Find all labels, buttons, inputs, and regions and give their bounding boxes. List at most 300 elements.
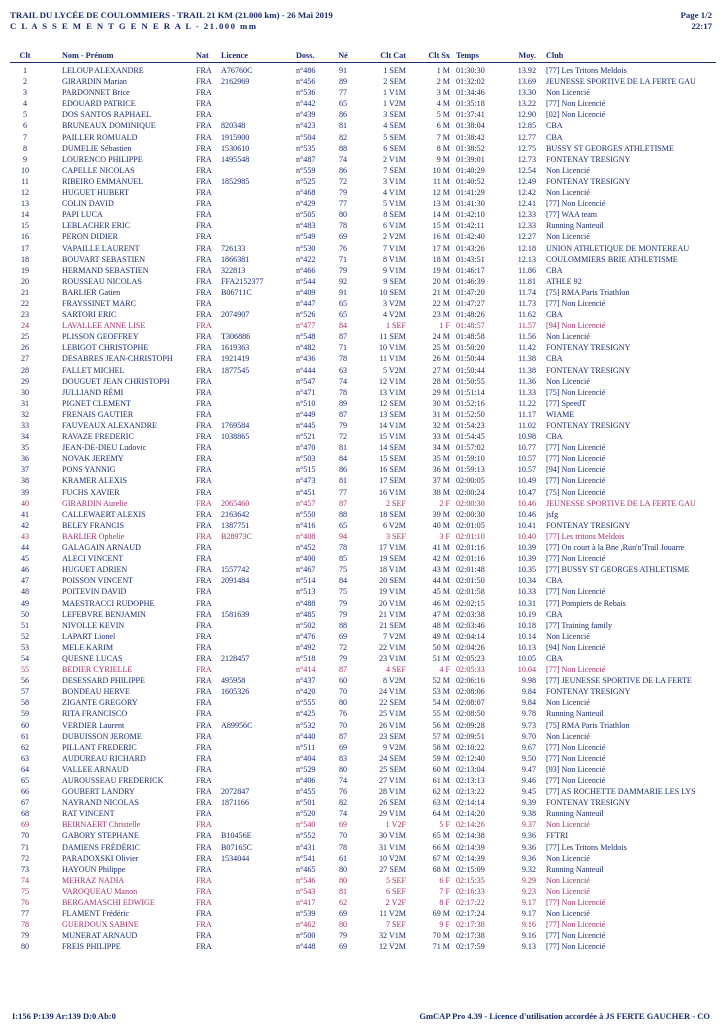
cell-nationality: FRA xyxy=(196,176,212,186)
cell-rank: 1 xyxy=(22,66,28,75)
cell-name: NIVOLLE KEVIN xyxy=(62,620,125,630)
cell-club: FONTENAY TRESIGNY xyxy=(546,154,631,164)
cell-rank: 42 xyxy=(20,520,30,530)
cell-rank: 6 xyxy=(22,121,28,131)
cell-speed: 10.77 xyxy=(517,443,536,453)
cell-licence: 726133 xyxy=(221,243,246,253)
cell-birth-year: 72 xyxy=(338,642,348,652)
cell-birth-year: 84 xyxy=(338,576,348,586)
cell-speed: 10.05 xyxy=(517,653,536,663)
cell-nationality: FRA xyxy=(196,920,212,930)
cell-category-rank: 11 V1M xyxy=(379,354,406,364)
cell-birth-year: 82 xyxy=(338,132,348,142)
cell-category-rank: 3 SEF xyxy=(385,531,406,541)
cell-time: 02:03:38 xyxy=(456,609,485,619)
cell-club: Running Nanteuil xyxy=(546,864,604,874)
cell-time: 02:00:30 xyxy=(456,498,485,508)
cell-name: DAMIENS FRÉDÉRIC xyxy=(62,842,141,852)
cell-rank: 27 xyxy=(20,354,30,364)
cell-name: PAILLER ROMUALD xyxy=(62,132,138,142)
cell-club: Running Nanteuil xyxy=(546,709,604,719)
cell-nationality: FRA xyxy=(196,232,212,242)
table-row xyxy=(0,875,724,886)
cell-speed: 9.36 xyxy=(521,853,536,863)
cell-bib: n°423 xyxy=(296,121,316,131)
cell-sex-rank: 1 M xyxy=(436,66,450,75)
cell-speed: 10.18 xyxy=(517,620,536,630)
cell-time: 01:37:41 xyxy=(456,110,485,120)
table-row xyxy=(0,132,724,143)
cell-birth-year: 74 xyxy=(338,809,348,819)
cell-club: FONTENAY TRESIGNY xyxy=(546,343,631,353)
cell-bib: n°473 xyxy=(296,476,316,486)
cell-name: FUCHS XAVIER xyxy=(62,487,120,497)
cell-club: Non Licencié xyxy=(546,165,590,175)
cell-rank: 12 xyxy=(20,188,30,198)
cell-birth-year: 94 xyxy=(338,531,348,541)
cell-name: BOUVART SEBASTIEN xyxy=(62,254,146,264)
cell-club: Non Licencié xyxy=(546,875,590,885)
cell-nationality: FRA xyxy=(196,465,212,475)
cell-bib: n°501 xyxy=(296,798,316,808)
table-row xyxy=(0,442,724,453)
cell-rank: 22 xyxy=(20,298,30,308)
cell-rank: 69 xyxy=(20,820,30,830)
cell-sex-rank: 56 M xyxy=(432,720,450,730)
cell-club: CBA xyxy=(546,310,563,320)
cell-speed: 10.46 xyxy=(517,498,536,508)
cell-rank: 49 xyxy=(20,598,30,608)
col-header-clt: Clt xyxy=(19,51,31,60)
cell-category-rank: 4 V2M xyxy=(382,310,406,320)
cell-time: 01:59:10 xyxy=(456,454,485,464)
table-row xyxy=(0,464,724,475)
cell-birth-year: 87 xyxy=(338,409,348,419)
cell-rank: 57 xyxy=(20,687,30,697)
cell-bib: n°520 xyxy=(296,809,316,819)
cell-category-rank: 18 V1M xyxy=(378,565,406,575)
table-row xyxy=(0,808,724,819)
cell-name: RAT VINCENT xyxy=(62,809,115,819)
cell-nationality: FRA xyxy=(196,809,212,819)
cell-speed: 9.45 xyxy=(521,787,536,797)
cell-licence: 1921419 xyxy=(221,354,250,364)
cell-time: 02:17:24 xyxy=(456,909,485,919)
cell-club: ATHLE 92 xyxy=(546,276,582,286)
cell-name: FRAYSSINET MARC xyxy=(62,298,136,308)
cell-time: 02:13:13 xyxy=(456,776,485,785)
cell-time: 01:46:39 xyxy=(456,276,485,286)
cell-club: FONTENAY TRESIGNY xyxy=(546,421,631,430)
cell-time: 02:05:23 xyxy=(456,653,485,663)
cell-rank: 28 xyxy=(20,365,30,375)
cell-time: 01:52:50 xyxy=(456,409,485,419)
cell-bib: n°552 xyxy=(296,831,316,841)
cell-licence: 1557742 xyxy=(221,565,250,575)
cell-name: GIRARDIN Marian xyxy=(62,77,127,87)
table-row xyxy=(0,509,724,520)
cell-name: BARLIER Ophelie xyxy=(62,531,125,541)
cell-time: 01:42:40 xyxy=(456,232,485,242)
cell-nationality: FRA xyxy=(196,942,212,952)
cell-sex-rank: 17 M xyxy=(432,243,450,253)
table-row xyxy=(0,775,724,786)
cell-sex-rank: 23 M xyxy=(432,310,450,320)
table-row xyxy=(0,231,724,242)
cell-rank: 46 xyxy=(20,565,30,575)
cell-sex-rank: 18 M xyxy=(432,254,450,264)
cell-category-rank: 13 V1M xyxy=(378,387,406,397)
cell-club: [77] Non Licencié xyxy=(546,99,606,109)
cell-rank: 3 xyxy=(22,88,28,98)
cell-category-rank: 7 SEM xyxy=(383,165,406,175)
cell-speed: 10.34 xyxy=(517,576,536,586)
cell-sex-rank: 19 M xyxy=(432,265,450,275)
cell-nationality: FRA xyxy=(196,387,212,397)
cell-speed: 9.98 xyxy=(521,676,536,686)
cell-time: 02:09:28 xyxy=(456,720,485,730)
cell-sex-rank: 9 M xyxy=(436,154,450,164)
cell-name: FRENAIS GAUTIER xyxy=(62,409,134,419)
cell-birth-year: 80 xyxy=(338,698,348,708)
cell-sex-rank: 14 M xyxy=(432,210,450,220)
cell-birth-year: 88 xyxy=(338,620,348,630)
cell-nationality: FRA xyxy=(196,864,212,874)
cell-sex-rank: 16 M xyxy=(432,232,450,242)
cell-club: [94] Non Licencié xyxy=(546,642,606,652)
cell-speed: 12.42 xyxy=(517,188,536,198)
cell-time: 01:47:20 xyxy=(456,287,485,297)
cell-nationality: FRA xyxy=(196,343,212,353)
cell-rank: 50 xyxy=(20,609,30,619)
cell-speed: 10.19 xyxy=(517,609,536,619)
cell-category-rank: 29 V1M xyxy=(378,809,406,819)
cell-time: 01:34:46 xyxy=(456,88,485,98)
cell-name: LOURENCO PHILIPPE xyxy=(62,154,143,164)
cell-nationality: FRA xyxy=(196,853,212,863)
cell-club: [77] AS ROCHETTE DAMMARIE LES LYS xyxy=(546,787,696,797)
cell-bib: n°532 xyxy=(296,720,316,730)
cell-category-rank: 6 V1M xyxy=(382,221,406,231)
col-header-cat: Clt Cat xyxy=(380,51,406,60)
cell-club: [75] Non Licencié xyxy=(546,387,606,397)
cell-nationality: FRA xyxy=(196,642,212,652)
col-header-club: Club xyxy=(546,51,564,60)
cell-birth-year: 74 xyxy=(338,154,348,164)
cell-speed: 9.36 xyxy=(521,831,536,841)
cell-rank: 78 xyxy=(20,920,30,930)
cell-club: [77] Non Licencié xyxy=(546,742,606,752)
cell-speed: 12.54 xyxy=(517,165,536,175)
cell-club: CBA xyxy=(546,576,563,586)
cell-name: PONS YANNIG xyxy=(62,465,116,475)
cell-club: [77] Non Licencié xyxy=(546,298,606,308)
cell-rank: 43 xyxy=(20,531,30,541)
cell-speed: 11.38 xyxy=(518,354,536,364)
cell-speed: 11.73 xyxy=(518,298,536,308)
cell-category-rank: 16 V1M xyxy=(378,487,406,497)
cell-category-rank: 10 SEM xyxy=(379,287,406,297)
cell-club: COULOMMIERS BRIE ATHLETISME xyxy=(546,254,678,264)
cell-birth-year: 79 xyxy=(338,421,348,430)
cell-club: [77] Non Licencié xyxy=(546,665,606,675)
cell-club: [77] Pompiers de Rebais xyxy=(546,598,626,608)
cell-bib: n°429 xyxy=(296,199,316,209)
cell-nationality: FRA xyxy=(196,454,212,464)
cell-birth-year: 70 xyxy=(338,720,348,730)
cell-name: BERGAMASCHI EDWIGE xyxy=(62,898,155,908)
cell-nationality: FRA xyxy=(196,931,212,941)
cell-birth-year: 82 xyxy=(338,798,348,808)
cell-name: PLISSON GEOFFREY xyxy=(62,332,139,342)
cell-category-rank: 5 SEM xyxy=(383,132,406,142)
cell-category-rank: 21 V1M xyxy=(378,609,406,619)
cell-sex-rank: 46 M xyxy=(432,598,450,608)
cell-speed: 9.36 xyxy=(521,842,536,852)
cell-name: BRUNEAUX DOMINIQUE xyxy=(62,121,156,131)
cell-category-rank: 2 V1M xyxy=(382,154,406,164)
table-row xyxy=(0,686,724,697)
cell-rank: 45 xyxy=(20,554,30,564)
cell-category-rank: 2 SEM xyxy=(383,77,406,87)
cell-bib: n°416 xyxy=(296,520,316,530)
table-row xyxy=(0,420,724,431)
cell-speed: 11.56 xyxy=(518,332,536,342)
cell-speed: 12.85 xyxy=(517,121,536,131)
cell-name: VERDIER Laurent xyxy=(62,720,125,730)
cell-nationality: FRA xyxy=(196,698,212,708)
cell-speed: 9.67 xyxy=(521,742,536,752)
cell-speed: 9.38 xyxy=(521,809,536,819)
cell-speed: 10.35 xyxy=(517,565,536,575)
cell-time: 02:13:04 xyxy=(456,764,485,774)
cell-rank: 51 xyxy=(20,620,30,630)
cell-sex-rank: 54 M xyxy=(432,698,450,708)
table-row xyxy=(0,287,724,298)
cell-rank: 23 xyxy=(20,310,30,320)
cell-birth-year: 87 xyxy=(338,498,348,508)
cell-speed: 12.75 xyxy=(517,143,536,153)
cell-bib: n°470 xyxy=(296,443,316,453)
cell-club: Non Licencié xyxy=(546,376,590,386)
cell-rank: 29 xyxy=(20,376,30,386)
cell-category-rank: 23 SEM xyxy=(379,731,406,741)
cell-time: 01:50:55 xyxy=(456,376,485,386)
cell-bib: n°485 xyxy=(296,609,316,619)
cell-club: CBA xyxy=(546,609,563,619)
cell-name: LAVALLEE ANNE LISE xyxy=(62,321,146,331)
cell-time: 02:13:22 xyxy=(456,787,485,797)
cell-licence: 2072847 xyxy=(221,787,250,797)
cell-rank: 34 xyxy=(20,432,30,442)
cell-club: [93] Non Licencié xyxy=(546,764,606,774)
cell-time: 02:02:15 xyxy=(456,598,485,608)
col-header-licence: Licence xyxy=(221,51,248,60)
cell-nationality: FRA xyxy=(196,909,212,919)
cell-nationality: FRA xyxy=(196,121,212,131)
cell-time: 01:57:02 xyxy=(456,443,485,453)
cell-bib: n°465 xyxy=(296,864,316,874)
cell-bib: n°547 xyxy=(296,376,316,386)
cell-birth-year: 85 xyxy=(338,554,348,564)
cell-time: 02:03:46 xyxy=(456,620,485,630)
cell-bib: n°530 xyxy=(296,243,316,253)
cell-club: FONTENAY TRESIGNY xyxy=(546,687,631,697)
cell-category-rank: 6 SEF xyxy=(385,886,406,896)
cell-bib: n°511 xyxy=(296,742,316,752)
cell-bib: n°500 xyxy=(296,931,316,941)
cell-sex-rank: 30 M xyxy=(432,398,450,408)
col-header-ne: Né xyxy=(338,51,348,60)
cell-speed: 10.31 xyxy=(517,598,536,608)
cell-bib: n°442 xyxy=(296,99,316,109)
cell-category-rank: 7 V2M xyxy=(382,631,406,641)
cell-rank: 68 xyxy=(20,809,30,819)
cell-name: JEAN-DE-DIEU Ludovic xyxy=(62,443,147,453)
cell-rank: 33 xyxy=(20,421,30,430)
cell-name: HERMAND SEBASTIEN xyxy=(62,265,149,275)
cell-bib: n°513 xyxy=(296,587,316,597)
cell-birth-year: 75 xyxy=(338,565,348,575)
cell-sex-rank: 24 M xyxy=(432,332,450,342)
cell-name: LEBIGOT CHRISTOPHE xyxy=(62,343,149,353)
cell-sex-rank: 67 M xyxy=(432,853,450,863)
table-row xyxy=(0,87,724,98)
cell-club: [77] BUSSY ST GEORGES ATHLETISME xyxy=(546,565,690,575)
cell-name: GOUBERT LANDRY xyxy=(62,787,135,797)
cell-club: Non Licencié xyxy=(546,820,590,830)
table-row xyxy=(0,342,724,353)
cell-rank: 18 xyxy=(20,254,30,264)
cell-rank: 39 xyxy=(20,487,30,497)
cell-bib: n°488 xyxy=(296,598,316,608)
cell-club: UNION ATHLETIQUE DE MONTEREAU xyxy=(546,243,690,253)
cell-nationality: FRA xyxy=(196,531,212,541)
cell-nationality: FRA xyxy=(196,287,212,297)
cell-time: 01:42:10 xyxy=(456,210,485,220)
cell-name: GUERDOUX SABINE xyxy=(62,920,139,930)
cell-birth-year: 76 xyxy=(338,709,348,719)
table-row xyxy=(0,365,724,376)
cell-nationality: FRA xyxy=(196,898,212,908)
cell-name: MUNERAT ARNAUD xyxy=(62,931,138,941)
cell-rank: 47 xyxy=(20,576,30,586)
cell-nationality: FRA xyxy=(196,66,212,75)
cell-licence: 1877545 xyxy=(221,365,250,375)
table-row xyxy=(0,209,724,220)
cell-sex-rank: 2 F xyxy=(439,498,450,508)
cell-sex-rank: 59 M xyxy=(432,753,450,763)
cell-name: FLAMENT Frédéric xyxy=(62,909,130,919)
cell-rank: 76 xyxy=(20,898,30,908)
cell-category-rank: 32 V1M xyxy=(378,931,406,941)
cell-speed: 9.47 xyxy=(521,764,536,774)
cell-speed: 10.98 xyxy=(517,432,536,442)
cell-time: 01:47:27 xyxy=(456,298,485,308)
cell-birth-year: 74 xyxy=(338,776,348,785)
cell-nationality: FRA xyxy=(196,310,212,320)
cell-bib: n°447 xyxy=(296,298,316,308)
cell-club: [77] Non Licencié xyxy=(546,942,606,952)
cell-name: MAESTRACCI RUDOPHE xyxy=(62,598,155,608)
cell-licence: B07165C xyxy=(221,842,253,852)
cell-sex-rank: 27 M xyxy=(432,365,450,375)
cell-speed: 12.27 xyxy=(517,232,536,242)
cell-time: 01:46:17 xyxy=(456,265,485,275)
cell-birth-year: 78 xyxy=(338,842,348,852)
cell-birth-year: 86 xyxy=(338,165,348,175)
cell-time: 02:08:07 xyxy=(456,698,485,708)
cell-name: LEFEBVRE BENJAMIN xyxy=(62,609,146,619)
cell-rank: 8 xyxy=(22,143,28,153)
cell-time: 02:14:39 xyxy=(456,853,485,863)
cell-category-rank: 4 V1M xyxy=(382,188,406,198)
cell-speed: 10.39 xyxy=(517,543,536,553)
cell-birth-year: 87 xyxy=(338,731,348,741)
cell-name: DOS SANTOS RAPHAEL xyxy=(62,110,151,120)
header-rule xyxy=(10,62,716,63)
cell-sex-rank: 21 M xyxy=(432,287,450,297)
cell-nationality: FRA xyxy=(196,776,212,785)
cell-sex-rank: 1 F xyxy=(439,321,450,331)
cell-speed: 10.40 xyxy=(517,531,536,541)
cell-sex-rank: 45 M xyxy=(432,587,450,597)
cell-birth-year: 74 xyxy=(338,376,348,386)
cell-category-rank: 2 V2F xyxy=(385,898,406,908)
table-row xyxy=(0,520,724,531)
cell-bib: n°448 xyxy=(296,942,316,952)
cell-speed: 12.77 xyxy=(517,132,536,142)
cell-sex-rank: 3 M xyxy=(436,88,450,98)
table-row xyxy=(0,387,724,398)
cell-rank: 41 xyxy=(20,509,30,519)
cell-name: DUBUISSON JEROME xyxy=(62,731,142,741)
cell-category-rank: 2 V2M xyxy=(382,232,406,242)
cell-speed: 11.36 xyxy=(518,376,536,386)
cell-nationality: FRA xyxy=(196,421,212,430)
cell-category-rank: 3 V1M xyxy=(382,176,406,186)
cell-speed: 11.86 xyxy=(518,265,536,275)
cell-sex-rank: 8 M xyxy=(436,143,450,153)
cell-sex-rank: 65 M xyxy=(432,831,450,841)
cell-bib: n°436 xyxy=(296,354,316,364)
cell-category-rank: 21 SEM xyxy=(379,620,406,630)
cell-time: 01:43:26 xyxy=(456,243,485,253)
cell-category-rank: 28 V1M xyxy=(378,787,406,797)
cell-name: BEIRNAERT Christelle xyxy=(62,820,141,830)
table-row xyxy=(0,265,724,276)
cell-licence: 1866381 xyxy=(221,254,250,264)
cell-club: [75] Non Licencié xyxy=(546,487,606,497)
cell-birth-year: 65 xyxy=(338,298,348,308)
cell-bib: n°540 xyxy=(296,820,316,830)
cell-club: [77] Non Licencié xyxy=(546,476,606,486)
cell-nationality: FRA xyxy=(196,687,212,697)
cell-sex-rank: 13 M xyxy=(432,199,450,209)
cell-sex-rank: 5 F xyxy=(439,820,450,830)
cell-speed: 12.13 xyxy=(517,254,536,264)
cell-bib: n°404 xyxy=(296,753,316,763)
cell-speed: 9.29 xyxy=(521,875,536,885)
cell-nationality: FRA xyxy=(196,165,212,175)
cell-bib: n°543 xyxy=(296,886,316,896)
cell-speed: 13.92 xyxy=(517,66,536,75)
table-row xyxy=(0,786,724,797)
cell-time: 02:17:22 xyxy=(456,898,485,908)
cell-sex-rank: 42 M xyxy=(432,554,450,564)
cell-time: 02:15:09 xyxy=(456,864,485,874)
cell-speed: 9.84 xyxy=(521,698,536,708)
